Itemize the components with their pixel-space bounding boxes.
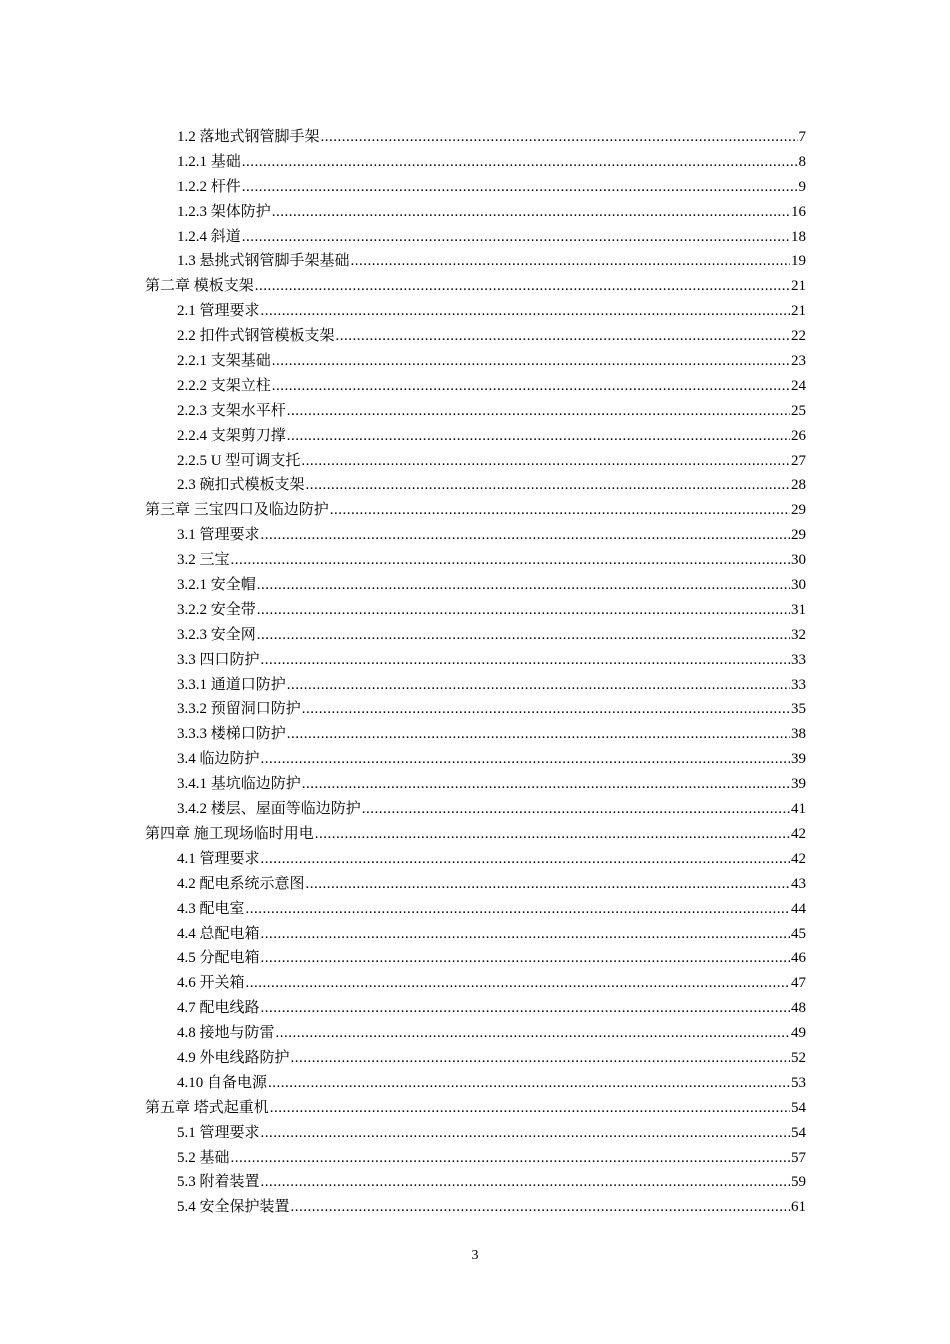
toc-dot-leader — [315, 822, 790, 847]
toc-entry-page: 19 — [791, 253, 806, 270]
table-of-contents — [0, 125, 950, 1220]
toc-entry-page: 42 — [791, 850, 806, 867]
toc-entry-line — [177, 946, 806, 971]
toc-entry-title: 第五章 塔式起重机 — [145, 1099, 269, 1116]
toc-entry-line — [177, 573, 806, 598]
toc-section-entry[interactable] — [0, 922, 950, 947]
toc-entry-title: 4.3 配电室 — [177, 900, 245, 917]
toc-entry-page: 49 — [791, 1025, 806, 1042]
toc-entry-line — [177, 1170, 806, 1195]
toc-dot-leader — [261, 299, 790, 324]
toc-section-entry[interactable] — [0, 225, 950, 250]
toc-section-entry[interactable] — [0, 598, 950, 623]
toc-dot-leader — [246, 971, 790, 996]
toc-dot-leader — [255, 274, 790, 299]
toc-entry-line — [177, 1046, 806, 1071]
toc-entry-page: 27 — [791, 452, 806, 469]
toc-entry-line — [177, 225, 806, 250]
toc-section-entry[interactable] — [0, 548, 950, 573]
toc-entry-line — [177, 299, 806, 324]
toc-entry-line — [177, 996, 806, 1021]
toc-entry-page: 30 — [791, 577, 806, 594]
toc-entry-page: 28 — [791, 477, 806, 494]
toc-entry-title: 4.7 配电线路 — [177, 1000, 260, 1017]
toc-entry-title: 4.6 开关箱 — [177, 975, 245, 992]
toc-entry-page: 29 — [791, 527, 806, 544]
toc-entry-page: 33 — [791, 676, 806, 693]
toc-dot-leader — [268, 1071, 790, 1096]
toc-entry-title: 2.3 碗扣式模板支架 — [177, 477, 305, 494]
toc-dot-leader — [276, 1021, 790, 1046]
toc-entry-line — [177, 424, 806, 449]
toc-entry-line — [177, 772, 806, 797]
toc-entry-page: 9 — [798, 178, 806, 195]
toc-entry-title: 2.2.5 U 型可调支托 — [177, 452, 301, 469]
toc-entry-page: 8 — [798, 153, 806, 170]
toc-entry-page: 48 — [791, 1000, 806, 1017]
toc-dot-leader — [302, 697, 790, 722]
toc-dot-leader — [291, 1195, 790, 1220]
toc-entry-line — [177, 200, 806, 225]
toc-section-entry[interactable] — [0, 772, 950, 797]
toc-entry-page: 35 — [791, 701, 806, 718]
toc-entry-title: 4.8 接地与防雷 — [177, 1025, 275, 1042]
toc-section-entry[interactable] — [0, 1021, 950, 1046]
toc-entry-page: 33 — [791, 651, 806, 668]
toc-entry-page: 24 — [791, 377, 806, 394]
toc-section-entry[interactable] — [0, 175, 950, 200]
toc-entry-line — [177, 897, 806, 922]
toc-entry-title: 1.2.4 斜道 — [177, 228, 241, 245]
toc-entry-page: 46 — [791, 950, 806, 967]
toc-entry-line — [177, 1021, 806, 1046]
toc-dot-leader — [261, 1121, 790, 1146]
toc-entry-line — [177, 797, 806, 822]
toc-entry-line — [145, 498, 806, 523]
toc-chapter-entry[interactable] — [0, 1096, 950, 1121]
toc-dot-leader — [257, 598, 790, 623]
toc-section-entry[interactable] — [0, 399, 950, 424]
toc-section-entry[interactable] — [0, 324, 950, 349]
toc-dot-leader — [302, 772, 790, 797]
toc-dot-leader — [330, 498, 790, 523]
toc-entry-page: 38 — [791, 726, 806, 743]
toc-entry-title: 4.9 外电线路防护 — [177, 1049, 290, 1066]
toc-entry-line — [177, 1146, 806, 1171]
toc-entry-title: 3.2.3 安全网 — [177, 626, 256, 643]
toc-entry-page: 61 — [791, 1199, 806, 1216]
toc-entry-line — [177, 673, 806, 698]
toc-entry-page: 45 — [791, 925, 806, 942]
toc-section-entry[interactable] — [0, 573, 950, 598]
toc-entry-page: 39 — [791, 776, 806, 793]
toc-entry-line — [177, 150, 806, 175]
toc-entry-title: 4.1 管理要求 — [177, 850, 260, 867]
toc-dot-leader — [272, 374, 790, 399]
toc-entry-line — [177, 971, 806, 996]
toc-section-entry[interactable] — [0, 1121, 950, 1146]
toc-section-entry[interactable] — [0, 449, 950, 474]
toc-dot-leader — [261, 1170, 790, 1195]
toc-entry-title: 2.2.2 支架立柱 — [177, 377, 271, 394]
toc-entry-title: 第三章 三宝四口及临边防护 — [145, 502, 329, 519]
toc-section-entry[interactable] — [0, 1071, 950, 1096]
toc-dot-leader — [287, 673, 790, 698]
toc-chapter-entry[interactable] — [0, 498, 950, 523]
toc-section-entry[interactable] — [0, 424, 950, 449]
toc-entry-page: 7 — [798, 129, 806, 145]
page-number: 3 — [471, 1248, 479, 1263]
toc-dot-leader — [231, 548, 790, 573]
toc-entry-line — [177, 249, 806, 274]
toc-section-entry[interactable] — [0, 200, 950, 225]
toc-dot-leader — [231, 1146, 790, 1171]
toc-entry-title: 3.3.2 预留洞口防护 — [177, 701, 301, 718]
toc-dot-leader — [321, 125, 798, 150]
toc-entry-line — [145, 822, 806, 847]
toc-entry-page: 21 — [791, 278, 806, 295]
toc-entry-page: 54 — [791, 1099, 806, 1116]
toc-section-entry[interactable] — [0, 847, 950, 872]
toc-entry-line — [177, 697, 806, 722]
toc-dot-leader — [287, 722, 790, 747]
toc-section-entry[interactable] — [0, 673, 950, 698]
toc-dot-leader — [257, 573, 790, 598]
toc-entry-page: 43 — [791, 875, 806, 892]
toc-entry-line — [177, 449, 806, 474]
toc-entry-title: 4.10 自备电源 — [177, 1074, 268, 1091]
toc-entry-page: 26 — [791, 427, 806, 444]
toc-entry-title: 3.2.1 安全帽 — [177, 577, 256, 594]
toc-dot-leader — [246, 897, 790, 922]
toc-entry-title: 3.2 三宝 — [177, 552, 230, 569]
toc-entry-title: 1.2.3 架体防护 — [177, 203, 271, 220]
toc-entry-page: 41 — [791, 801, 806, 818]
toc-entry-page: 59 — [791, 1174, 806, 1191]
toc-entry-line — [177, 747, 806, 772]
toc-entry-title: 第二章 模板支架 — [145, 278, 254, 295]
toc-entry-line — [177, 648, 806, 673]
toc-entry-page: 42 — [791, 825, 806, 842]
toc-dot-leader — [261, 523, 790, 548]
toc-section-entry[interactable] — [0, 722, 950, 747]
toc-entry-line — [177, 1195, 806, 1220]
toc-entry-line — [177, 175, 806, 200]
toc-entry-title: 4.2 配电系统示意图 — [177, 875, 305, 892]
toc-section-entry[interactable] — [0, 150, 950, 175]
toc-entry-title: 1.2 落地式钢管脚手架 — [177, 129, 320, 145]
toc-section-entry[interactable] — [0, 747, 950, 772]
toc-section-entry[interactable] — [0, 1046, 950, 1071]
toc-dot-leader — [351, 249, 790, 274]
toc-dot-leader — [291, 1046, 790, 1071]
toc-entry-line — [177, 523, 806, 548]
toc-entry-line — [177, 623, 806, 648]
toc-entry-line — [177, 349, 806, 374]
toc-entry-title: 5.2 基础 — [177, 1149, 230, 1166]
toc-entry-title: 3.4 临边防护 — [177, 751, 260, 768]
toc-dot-leader — [261, 946, 790, 971]
toc-entry-title: 2.1 管理要求 — [177, 303, 260, 320]
toc-section-entry[interactable] — [0, 797, 950, 822]
toc-entry-title: 3.3.1 通道口防护 — [177, 676, 286, 693]
toc-section-entry[interactable] — [0, 1146, 950, 1171]
toc-entry-page: 39 — [791, 751, 806, 768]
toc-entry-title: 1.2.2 杆件 — [177, 178, 241, 195]
toc-section-entry[interactable] — [0, 648, 950, 673]
toc-entry-title: 第四章 施工现场临时用电 — [145, 825, 314, 842]
toc-dot-leader — [261, 847, 790, 872]
toc-entry-title: 3.2.2 安全带 — [177, 601, 256, 618]
toc-section-entry[interactable] — [0, 623, 950, 648]
toc-dot-leader — [301, 449, 790, 474]
toc-entry-page: 32 — [791, 626, 806, 643]
toc-section-entry[interactable] — [0, 996, 950, 1021]
toc-entry-title: 5.4 安全保护装置 — [177, 1199, 290, 1216]
toc-entry-title: 1.2.1 基础 — [177, 153, 241, 170]
toc-section-entry[interactable] — [0, 1195, 950, 1220]
toc-section-entry[interactable] — [0, 971, 950, 996]
toc-entry-line — [177, 548, 806, 573]
toc-entry-title: 2.2 扣件式钢管模板支架 — [177, 328, 335, 345]
toc-dot-leader — [261, 648, 790, 673]
toc-entry-page: 30 — [791, 552, 806, 569]
toc-section-entry[interactable] — [0, 125, 950, 150]
toc-entry-page: 52 — [791, 1049, 806, 1066]
toc-dot-leader — [242, 150, 798, 175]
toc-chapter-entry[interactable] — [0, 274, 950, 299]
toc-entry-page: 53 — [791, 1074, 806, 1091]
toc-entry-page: 21 — [791, 303, 806, 320]
toc-section-entry[interactable] — [0, 697, 950, 722]
toc-entry-page: 22 — [791, 328, 806, 345]
toc-entry-title: 3.1 管理要求 — [177, 527, 260, 544]
toc-entry-page: 54 — [791, 1124, 806, 1141]
toc-entry-page: 25 — [791, 402, 806, 419]
toc-entry-title: 2.2.4 支架剪刀撑 — [177, 427, 286, 444]
toc-entry-title: 4.5 分配电箱 — [177, 950, 260, 967]
toc-entry-page: 16 — [791, 203, 806, 220]
toc-entry-page: 47 — [791, 975, 806, 992]
toc-entry-line — [177, 872, 806, 897]
toc-entry-page: 18 — [791, 228, 806, 245]
toc-dot-leader — [272, 200, 790, 225]
toc-dot-leader — [261, 996, 790, 1021]
toc-dot-leader — [306, 473, 790, 498]
toc-dot-leader — [362, 797, 790, 822]
toc-section-entry[interactable] — [0, 249, 950, 274]
toc-section-entry[interactable] — [0, 299, 950, 324]
toc-entry-line — [177, 399, 806, 424]
toc-entry-line — [177, 1071, 806, 1096]
toc-entry-line — [145, 1096, 806, 1121]
toc-entry-line — [177, 125, 806, 150]
toc-entry-page: 44 — [791, 900, 806, 917]
toc-entry-line — [177, 324, 806, 349]
toc-entry-line — [177, 722, 806, 747]
toc-entry-title: 4.4 总配电箱 — [177, 925, 260, 942]
toc-entry-title: 1.3 悬挑式钢管脚手架基础 — [177, 253, 350, 270]
toc-section-entry[interactable] — [0, 374, 950, 399]
toc-entry-line — [177, 473, 806, 498]
toc-section-entry[interactable] — [0, 349, 950, 374]
toc-dot-leader — [306, 872, 790, 897]
toc-entry-page: 29 — [791, 502, 806, 519]
toc-dot-leader — [257, 623, 790, 648]
toc-section-entry[interactable] — [0, 523, 950, 548]
toc-dot-leader — [261, 922, 790, 947]
toc-entry-line — [177, 1121, 806, 1146]
toc-entry-title: 5.3 附着装置 — [177, 1174, 260, 1191]
toc-entry-title: 2.2.3 支架水平杆 — [177, 402, 286, 419]
toc-entry-title: 3.4.2 楼层、屋面等临边防护 — [177, 801, 361, 818]
toc-entry-title: 3.3.3 楼梯口防护 — [177, 726, 286, 743]
toc-dot-leader — [336, 324, 790, 349]
toc-dot-leader — [261, 747, 790, 772]
toc-entry-title: 3.3 四口防护 — [177, 651, 260, 668]
toc-section-entry[interactable] — [0, 872, 950, 897]
toc-entry-line — [145, 274, 806, 299]
toc-dot-leader — [270, 1096, 790, 1121]
toc-entry-line — [177, 922, 806, 947]
toc-entry-line — [177, 847, 806, 872]
toc-dot-leader — [272, 349, 790, 374]
toc-section-entry[interactable] — [0, 1170, 950, 1195]
toc-section-entry[interactable] — [0, 473, 950, 498]
toc-entry-title: 2.2.1 支架基础 — [177, 353, 271, 370]
toc-entry-page: 31 — [791, 601, 806, 618]
toc-entry-line — [177, 374, 806, 399]
toc-dot-leader — [242, 175, 798, 200]
toc-dot-leader — [287, 424, 790, 449]
toc-entry-line — [177, 598, 806, 623]
toc-entry-page: 57 — [791, 1149, 806, 1166]
toc-entry-title: 3.4.1 基坑临边防护 — [177, 776, 301, 793]
toc-dot-leader — [287, 399, 790, 424]
toc-section-entry[interactable] — [0, 897, 950, 922]
toc-entry-title: 5.1 管理要求 — [177, 1124, 260, 1141]
toc-dot-leader — [242, 225, 790, 250]
toc-chapter-entry[interactable] — [0, 822, 950, 847]
toc-entry-page: 23 — [791, 353, 806, 370]
toc-section-entry[interactable] — [0, 946, 950, 971]
